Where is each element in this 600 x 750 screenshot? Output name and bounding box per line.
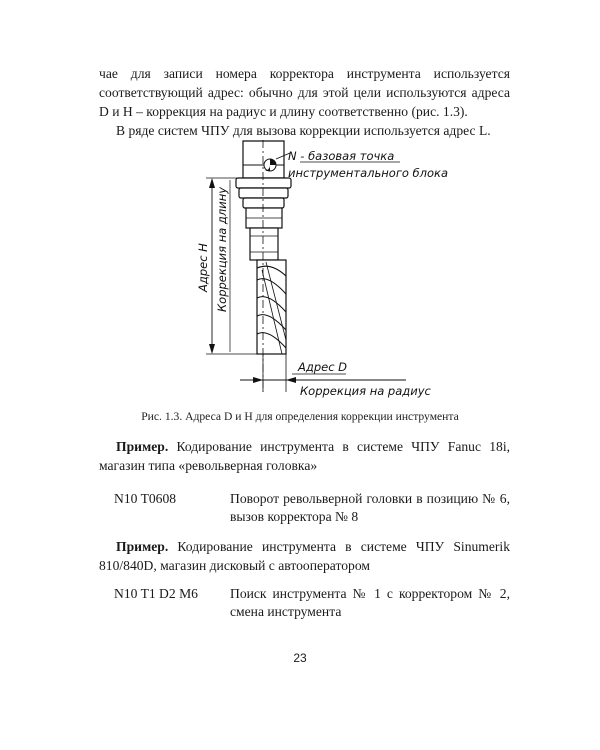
page-number: 23 — [293, 651, 307, 665]
flange-top — [236, 178, 291, 188]
h-arrow-top — [209, 178, 215, 188]
example-2-description: Поиск инструмента № 1 с корректором № 2, смена инструмента — [230, 586, 510, 619]
label-address-h: Адрес H — [196, 243, 210, 292]
example-2-intro — [99, 537, 510, 575]
d-arrow-right — [286, 377, 296, 383]
label-n-line1: N - базовая точка — [288, 149, 395, 163]
example-1-text: Кодирование инструмента в системе ЧПУ Fanuc 18i, магазин типа «револьверная головка» — [99, 439, 510, 473]
d-arrow-left — [253, 377, 263, 383]
example-2-bold-label: Пример. — [116, 539, 169, 554]
example-2-text: Кодирование инструмента в системе ЧПУ Sinumerik 810/840D, магазин дисковый с автооператором — [99, 539, 510, 573]
label-address-d: Адрес D — [298, 360, 348, 374]
flange-bot — [243, 198, 284, 208]
h-arrow-bottom — [209, 344, 215, 354]
figure-caption: Рис. 1.3. Адреса D и H для определения коррекции инструмента — [141, 410, 459, 423]
body-paragraph-1: чае для записи номера корректора инструмента используется соответствующий адрес: обычно для этой цели используются адреса D и H – коррекция на радиус и длину соответственно (рис. 1.3). — [99, 66, 510, 119]
example-1-intro — [99, 437, 510, 475]
holder-shank — [250, 228, 278, 260]
example-1-command: N10 T0608 — [114, 491, 177, 506]
label-radius-correction: Коррекция на радиус — [300, 384, 431, 398]
label-length-correction: Коррекция на длину — [215, 186, 229, 312]
example-2-command: N10 T1 D2 M6 — [114, 586, 198, 601]
holder-body — [243, 141, 284, 178]
example-1-bold-label: Пример. — [116, 439, 169, 454]
body-paragraph-2: В ряде систем ЧПУ для вызова коррекции используется адрес L. — [116, 123, 491, 138]
label-n-line2: инструментального блока — [288, 166, 449, 180]
example-1-description: Поворот револьверной головки в позицию № 6, вызов корректора № 8 — [230, 491, 510, 524]
flange-mid — [239, 188, 288, 198]
